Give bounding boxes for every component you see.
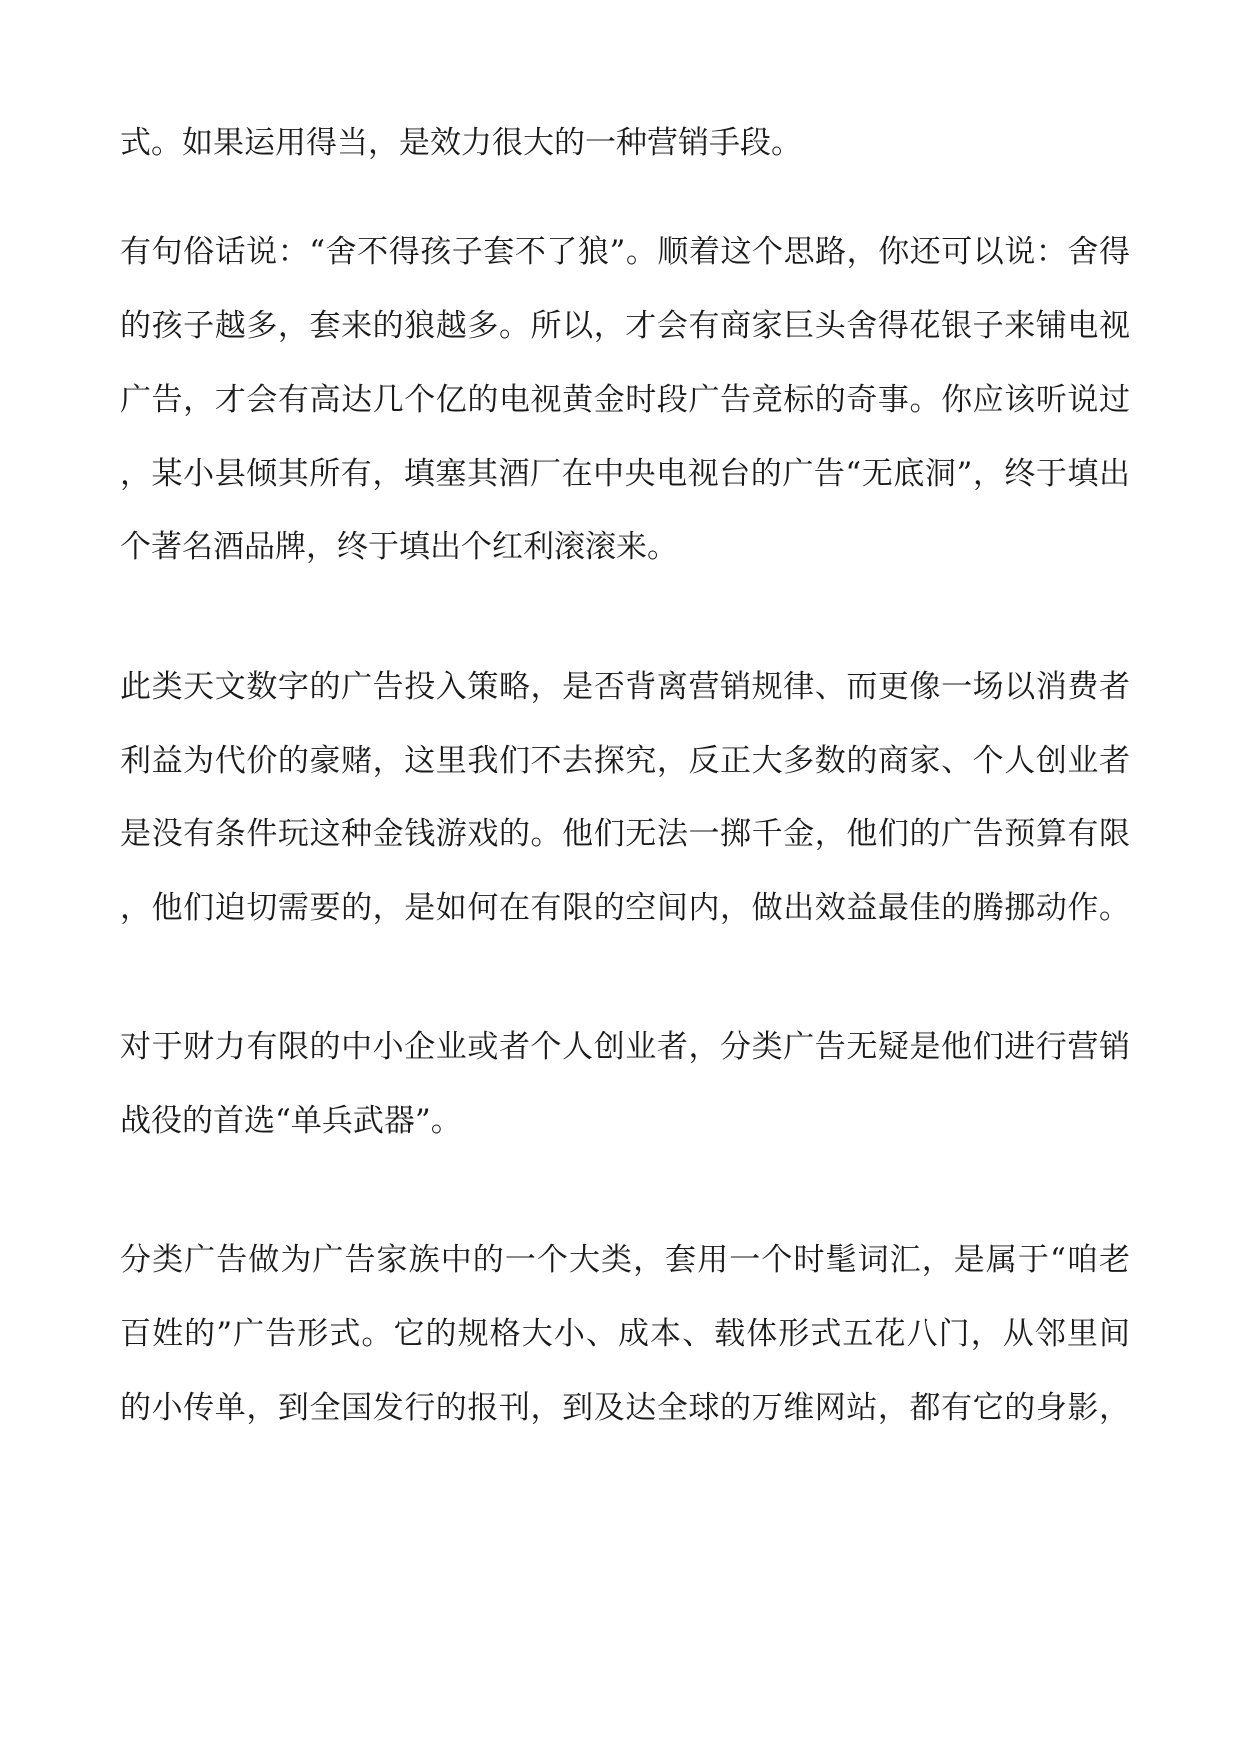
paragraph-2-line-3: 广告，才会有高达几个亿的电视黄金时段广告竞标的奇事。你应该听说过	[120, 382, 1130, 418]
paragraph-2-line-1: 有句俗话说：“舍不得孩子套不了狼”。顺着这个思路，你还可以说：舍得	[120, 234, 1130, 270]
paragraph-4-line-1: 对于财力有限的中小企业或者个人创业者，分类广告无疑是他们进行营销	[120, 1029, 1130, 1065]
paragraph-2-line-2: 的孩子越多，套来的狼越多。所以，才会有商家巨头舍得花银子来铺电视	[120, 308, 1130, 344]
paragraph-5-line-2: 百姓的”广告形式。它的规格大小、成本、载体形式五花八门，从邻里间	[120, 1316, 1130, 1352]
paragraph-3-line-1: 此类天文数字的广告投入策略，是否背离营销规律、而更像一场以消费者	[120, 669, 1130, 705]
paragraph-3-line-4: ，他们迫切需要的，是如何在有限的空间内，做出效益最佳的腾挪动作。	[120, 890, 1130, 926]
paragraph-2-line-5: 个著名酒品牌，终于填出个红利滚滚来。	[120, 529, 678, 565]
paragraph-3-line-3: 是没有条件玩这种金钱游戏的。他们无法一掷千金，他们的广告预算有限	[120, 816, 1130, 852]
paragraph-4-line-2: 战役的首选“单兵武器”。	[120, 1103, 462, 1139]
paragraph-3-line-2: 利益为代价的豪赌，这里我们不去探究，反正大多数的商家、个人创业者	[120, 743, 1130, 779]
paragraph-2-line-4: ，某小县倾其所有，填塞其酒厂在中央电视台的广告“无底洞”，终于填出	[120, 456, 1130, 492]
paragraph-5-line-3: 的小传单，到全国发行的报刊，到及达全球的万维网站，都有它的身影，	[120, 1390, 1130, 1426]
paragraph-5-line-1: 分类广告做为广告家族中的一个大类，套用一个时髦词汇，是属于“咱老	[120, 1242, 1130, 1278]
paragraph-1-line-1: 式。如果运用得当，是效力很大的一种营销手段。	[120, 125, 802, 161]
